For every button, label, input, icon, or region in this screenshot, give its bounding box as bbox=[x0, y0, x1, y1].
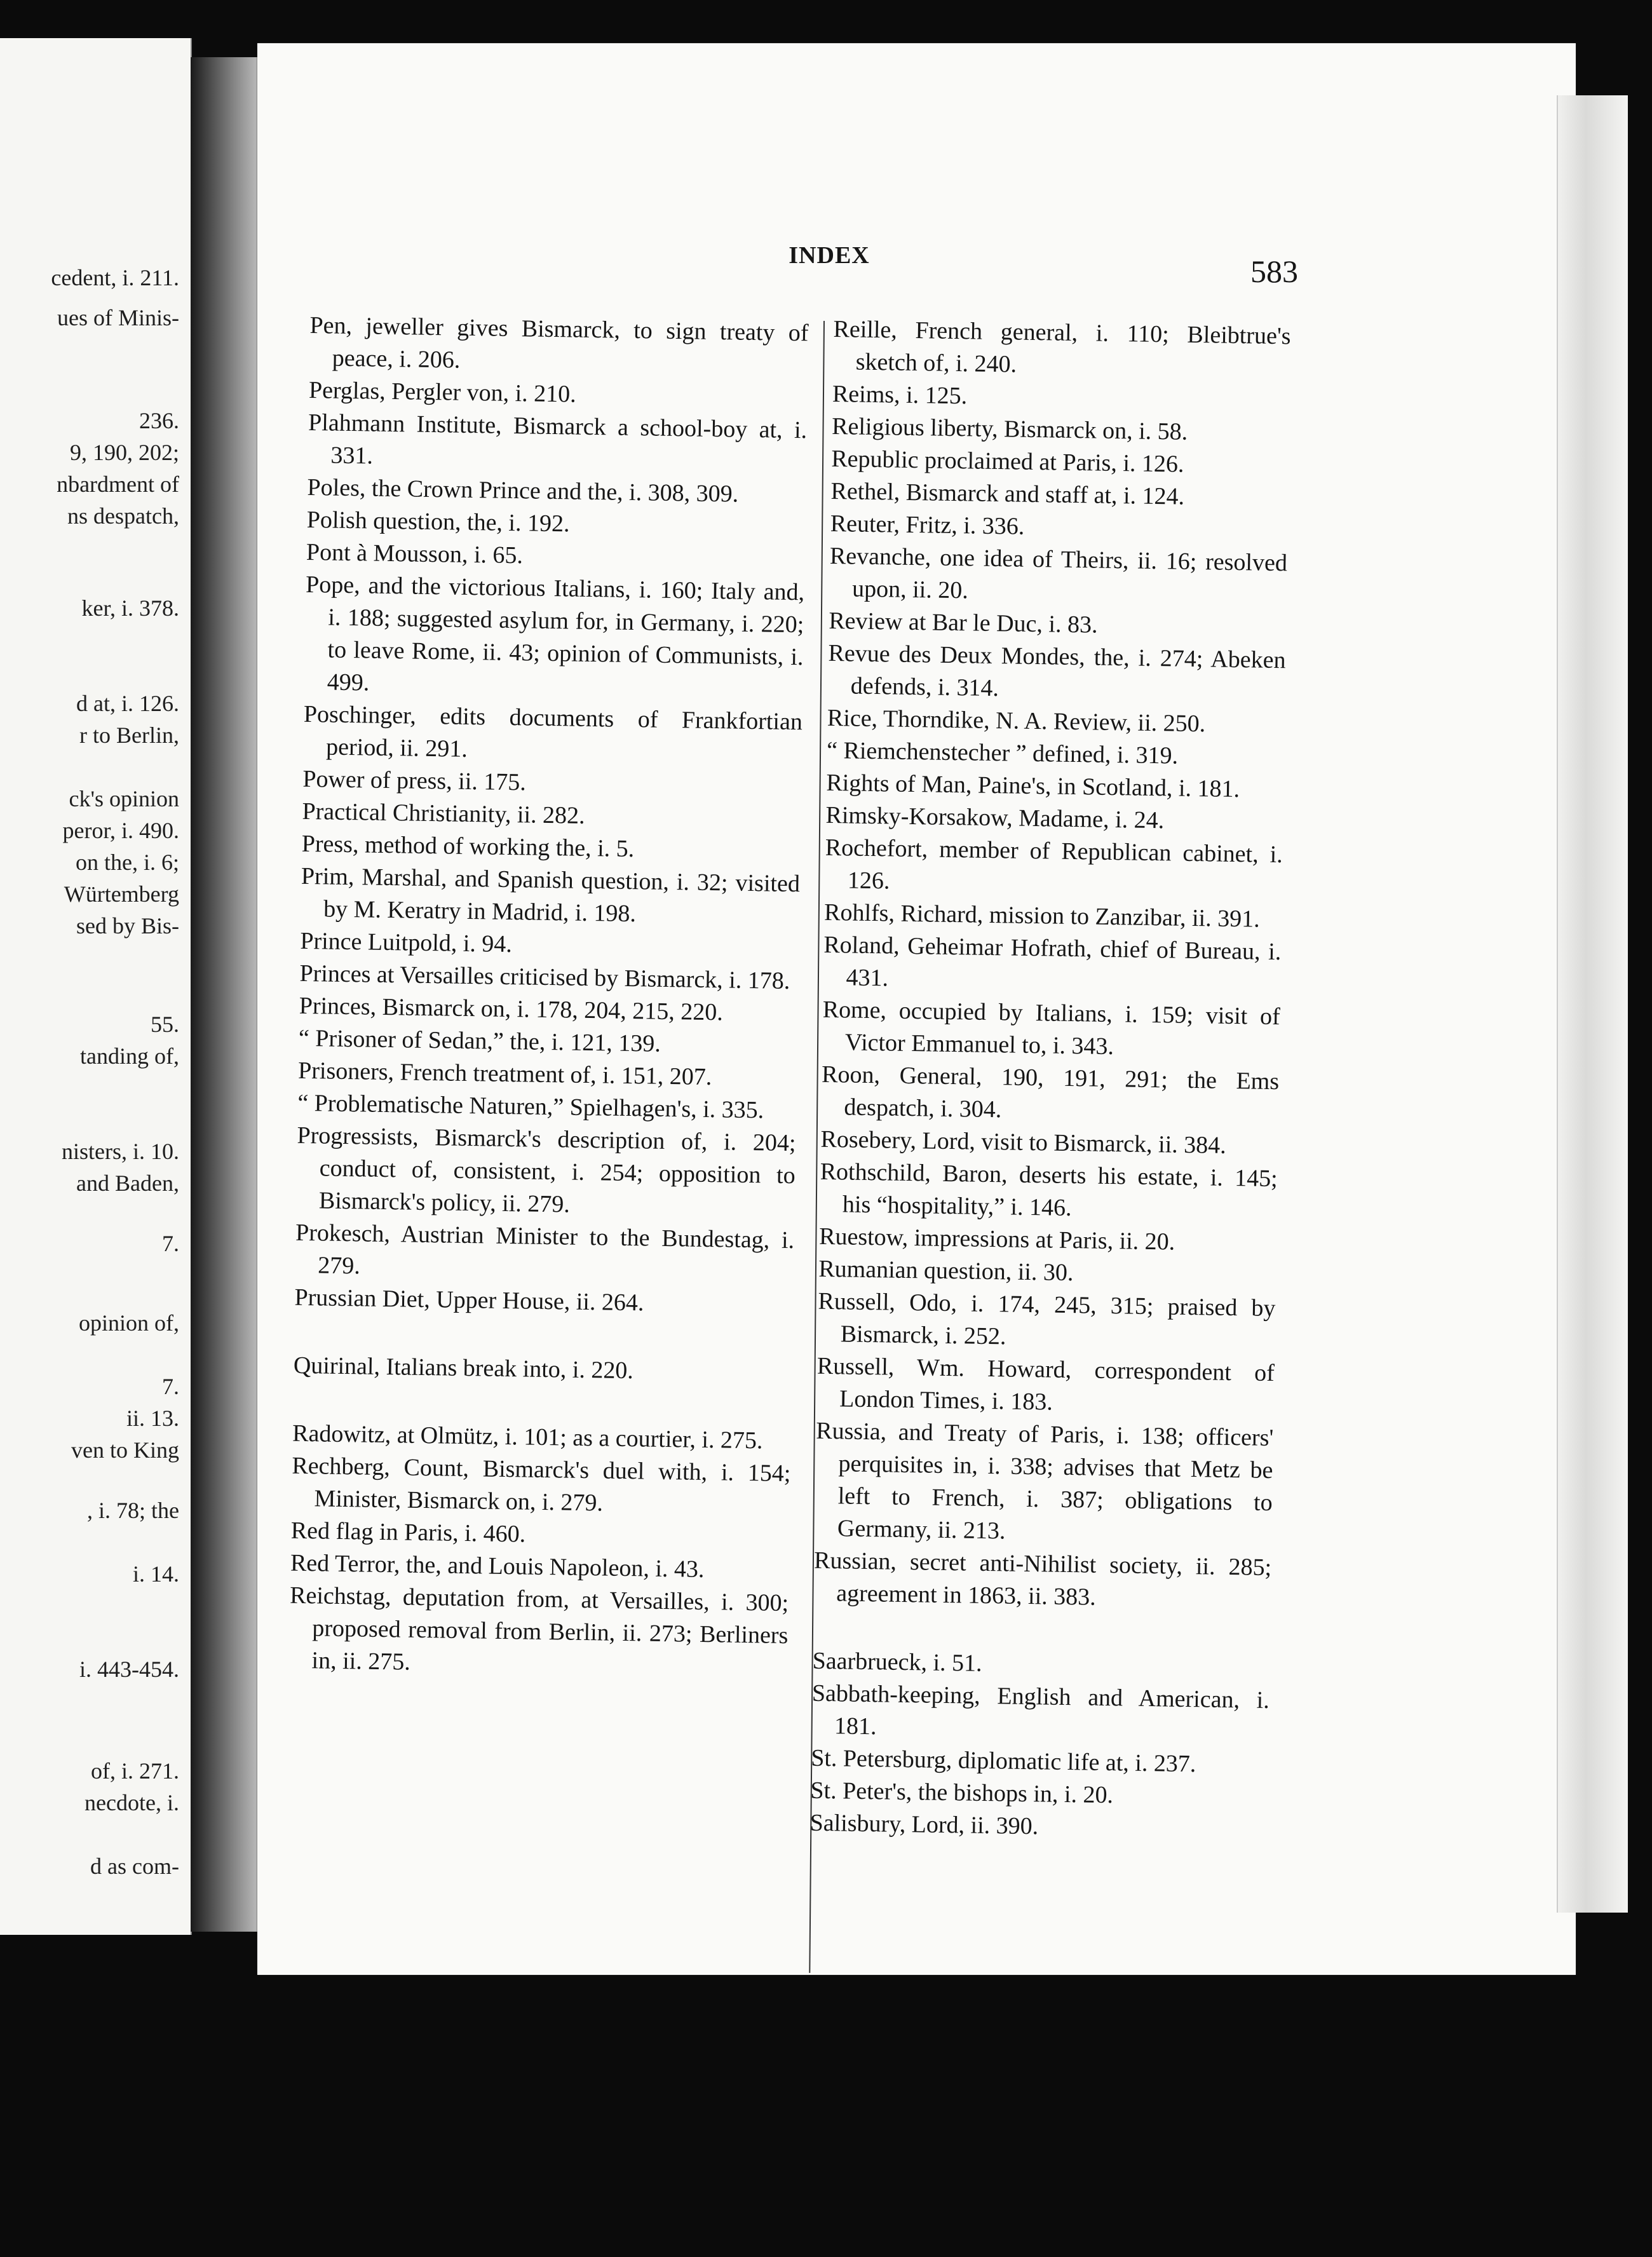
index-entry: Rome, occupied by Italians, i. 159; visit of Victor Emmanuel to, i. 343. bbox=[822, 996, 1281, 1061]
previous-page-line: i. 14. bbox=[132, 1561, 179, 1587]
previous-page-line: ven to King bbox=[71, 1437, 179, 1463]
previous-page-line: r to Berlin, bbox=[79, 722, 179, 748]
running-head: INDEX bbox=[789, 242, 870, 269]
index-entry: Russia, and Treaty of Paris, i. 138; officers' perquisites in, i. 338; advises that Metz be left to French, i. 387; obligations to Germany, ii. 213. bbox=[816, 1417, 1274, 1545]
index-entry: Salisbury, Lord, ii. 390. bbox=[809, 1809, 1039, 1840]
index-entry: “ Riemchenstecher ” defined, i. 319. bbox=[826, 736, 1179, 769]
previous-page-line: , i. 78; the bbox=[87, 1498, 179, 1523]
previous-page-line: d at, i. 126. bbox=[76, 691, 179, 716]
index-entry: Rochefort, member of Republican cabinet, i. 126. bbox=[825, 834, 1283, 895]
index-entry: St. Peter's, the bishops in, i. 20. bbox=[810, 1777, 1114, 1809]
previous-page-line: ker, i. 378. bbox=[81, 595, 179, 621]
previous-page-line: 7. bbox=[162, 1231, 179, 1256]
previous-page-line: sed by Bis- bbox=[76, 913, 179, 939]
previous-page-line: i. 443-454. bbox=[79, 1657, 179, 1682]
previous-page-line: peror, i. 490. bbox=[62, 818, 179, 843]
previous-page-line: nbardment of bbox=[57, 471, 179, 497]
index-entry: Ruestow, impressions at Paris, ii. 20. bbox=[818, 1223, 1175, 1256]
index-entry: Revue des Deux Mondes, the, i. 274; Abeken defends, i. 314. bbox=[828, 639, 1286, 702]
index-entry: Prussian Diet, Upper House, ii. 264. bbox=[294, 1284, 644, 1317]
index-entry: Reichstag, deputation from, at Versailles, i. 300; proposed removal from Berlin, ii. 273; Berliners in, ii. 275. bbox=[289, 1582, 789, 1676]
index-entry: Reille, French general, i. 110; Bleibtrue's sketch of, i. 240. bbox=[833, 315, 1291, 378]
index-entry: Roon, General, 190, 191, 291; the Ems despatch, i. 304. bbox=[821, 1061, 1280, 1123]
index-entry: Reuter, Fritz, i. 336. bbox=[830, 510, 1025, 540]
index-entry: Prince Luitpold, i. 94. bbox=[300, 927, 513, 958]
index-entry: Plahmann Institute, Bismarck a school-boy at, i. 331. bbox=[308, 409, 808, 470]
previous-page-line: 55. bbox=[151, 1012, 179, 1037]
page-edge bbox=[1557, 95, 1628, 1913]
index-entry: Russian, secret anti-Nihilist society, ii. 285; agreement in 1863, ii. 383. bbox=[813, 1547, 1272, 1611]
index-entry: Sabbath-keeping, English and American, i. 181. bbox=[811, 1679, 1270, 1740]
previous-page-line: on the, i. 6; bbox=[76, 850, 179, 875]
index-entry: Princes, Bismarck on, i. 178, 204, 215, 220. bbox=[299, 992, 724, 1026]
index-entry: Rothschild, Baron, deserts his estate, i. 145; his “hospitality,” i. 146. bbox=[820, 1158, 1278, 1222]
index-entry: Red flag in Paris, i. 460. bbox=[290, 1517, 526, 1548]
book-gutter bbox=[191, 57, 257, 1932]
index-entry: Rumanian question, ii. 30. bbox=[818, 1255, 1074, 1287]
previous-page-line: cedent, i. 211. bbox=[51, 265, 179, 290]
index-entry: Rimsky-Korsakow, Madame, i. 24. bbox=[825, 801, 1165, 834]
previous-page-line: ck's opinion bbox=[69, 786, 179, 811]
index-column-right bbox=[809, 313, 1291, 1847]
index-entry: Poschinger, edits documents of Frankfortian period, ii. 291. bbox=[303, 700, 803, 762]
index-entry: Pont à Mousson, i. 65. bbox=[306, 538, 524, 569]
previous-page-line: Würtemberg bbox=[64, 881, 179, 907]
previous-page-line: and Baden, bbox=[76, 1170, 179, 1196]
index-entry: Republic proclaimed at Paris, i. 126. bbox=[831, 445, 1184, 478]
previous-page-line: ues of Minis- bbox=[57, 305, 179, 330]
index-entry: Prim, Marshal, and Spanish question, i. 32; visited by M. Keratry in Madrid, i. 198. bbox=[301, 862, 801, 928]
index-entry: Princes at Versailles criticised by Bismarck, i. 178. bbox=[299, 959, 790, 994]
index-entry: Rights of Man, Paine's, in Scotland, i. 181. bbox=[826, 769, 1240, 803]
index-column-left bbox=[288, 309, 809, 1684]
index-entry: Rechberg, Count, Bismarck's duel with, i. 154; Minister, Bismarck on, i. 279. bbox=[292, 1452, 791, 1517]
index-entry: Red Terror, the, and Louis Napoleon, i. 43. bbox=[290, 1549, 705, 1583]
index-entry: Prokesch, Austrian Minister to the Bundestag, i. 279. bbox=[295, 1219, 795, 1280]
index-entry: Reims, i. 125. bbox=[832, 380, 968, 410]
index-entry: Review at Bar le Duc, i. 83. bbox=[829, 607, 1098, 639]
index-entry: Radowitz, at Olmütz, i. 101; as a courtier, i. 275. bbox=[292, 1420, 763, 1454]
index-entry: Quirinal, Italians break into, i. 220. bbox=[293, 1352, 634, 1385]
index-entry: Russell, Wm. Howard, correspondent of London Times, i. 183. bbox=[816, 1352, 1275, 1416]
previous-page-line: tanding of, bbox=[80, 1043, 179, 1069]
index-entry: Polish question, the, i. 192. bbox=[306, 506, 570, 538]
previous-page-line: d as com- bbox=[90, 1854, 179, 1879]
page-number: 583 bbox=[1250, 254, 1298, 289]
previous-page-line: 9, 190, 202; bbox=[69, 440, 179, 465]
index-entry: Prisoners, French treatment of, i. 151, 207. bbox=[297, 1057, 712, 1091]
index-entry: Rosebery, Lord, visit to Bismarck, ii. 384. bbox=[820, 1125, 1227, 1159]
previous-page-line: 236. bbox=[139, 408, 179, 433]
previous-page-line: ns despatch, bbox=[67, 503, 179, 529]
previous-page-line: 7. bbox=[162, 1374, 179, 1399]
index-entry: Revanche, one idea of Theirs, ii. 16; resolved upon, ii. 20. bbox=[829, 542, 1288, 604]
index-entry: Pope, and the victorious Italians, i. 160; Italy and, i. 188; suggested asylum for, in Germany, i. 220; to leave Rome, ii. 43; opinion of Communists, i. 499. bbox=[305, 571, 805, 696]
index-entry: Press, method of working the, i. 5. bbox=[301, 830, 635, 863]
previous-page-line: ii. 13. bbox=[126, 1406, 179, 1431]
index-entry: Poles, the Crown Prince and the, i. 308, 309. bbox=[307, 473, 739, 508]
index-entry: Practical Christianity, ii. 282. bbox=[302, 797, 585, 829]
index-entry: Progressists, Bismarck's description of, i. 204; conduct of, consistent, i. 254; opposition to Bismarck's policy, ii. 279. bbox=[297, 1122, 796, 1218]
index-entry: Saarbrueck, i. 51. bbox=[812, 1647, 982, 1677]
previous-page-line: of, i. 271. bbox=[91, 1758, 179, 1784]
previous-page-line: opinion of, bbox=[79, 1310, 179, 1336]
index-entry: “ Problematische Naturen,” Spielhagen's, i. 335. bbox=[297, 1089, 764, 1124]
index-entry: Rethel, Bismarck and staff at, i. 124. bbox=[830, 477, 1185, 510]
index-entry: Rice, Thorndike, N. A. Review, ii. 250. bbox=[827, 704, 1206, 738]
index-entry: “ Prisoner of Sedan,” the, i. 121, 139. bbox=[298, 1024, 661, 1057]
index-entry: Rohlfs, Richard, mission to Zanzibar, ii. 391. bbox=[823, 898, 1260, 933]
index-entry: Religious liberty, Bismarck on, i. 58. bbox=[831, 412, 1188, 445]
previous-page-line: nisters, i. 10. bbox=[62, 1139, 179, 1164]
index-entry: Russell, Odo, i. 174, 245, 315; praised by Bismarck, i. 252. bbox=[818, 1287, 1276, 1350]
previous-page bbox=[0, 38, 192, 1935]
previous-page-line: necdote, i. bbox=[85, 1790, 179, 1815]
index-entry: Power of press, ii. 175. bbox=[302, 765, 527, 796]
index-entry: Roland, Geheimar Hofrath, chief of Bureau, i. 431. bbox=[823, 931, 1282, 992]
index-entry: St. Petersburg, diplomatic life at, i. 237. bbox=[810, 1744, 1196, 1778]
index-entry: Perglas, Pergler von, i. 210. bbox=[308, 376, 577, 408]
index-entry: Pen, jeweller gives Bismarck, to sign treaty of peace, i. 206. bbox=[309, 311, 809, 374]
